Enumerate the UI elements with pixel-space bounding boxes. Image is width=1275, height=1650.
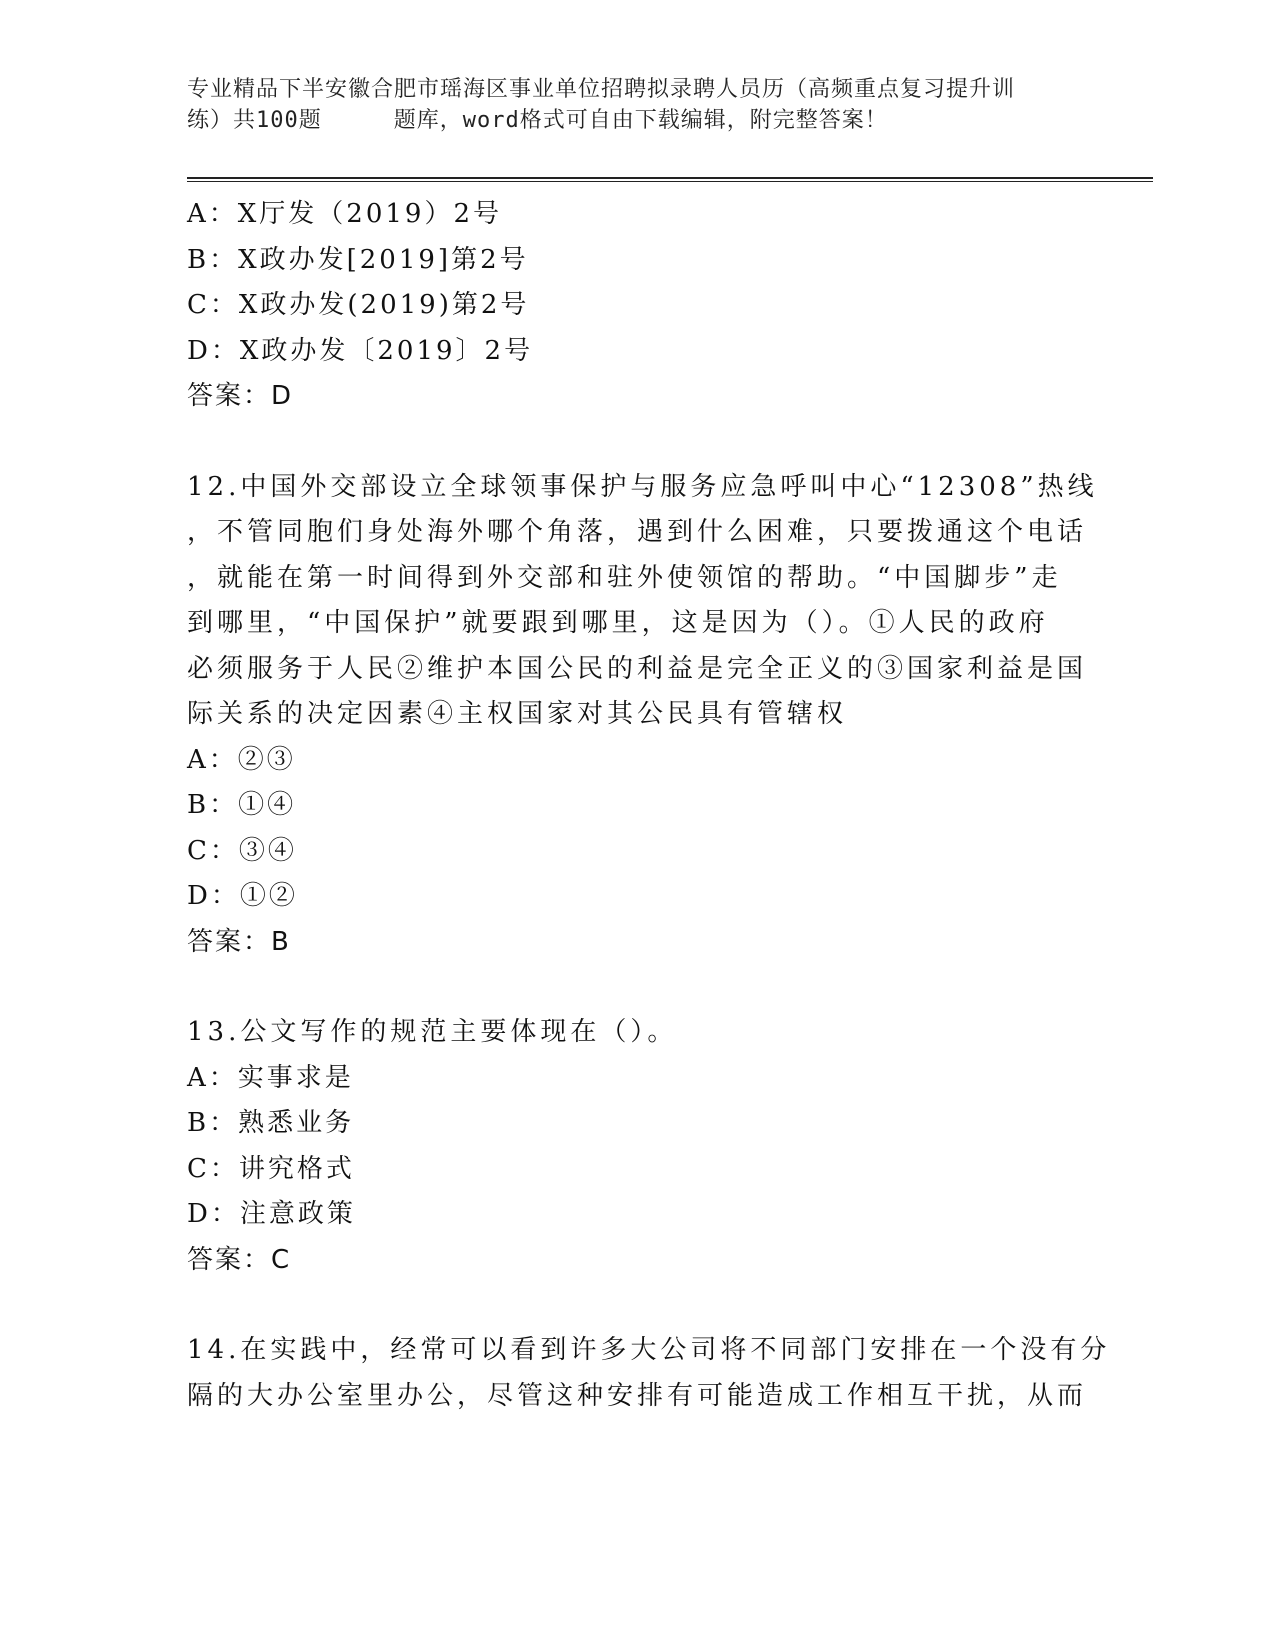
q12-answer: 答案：B [187, 926, 291, 957]
q13-answer: 答案：C [187, 1244, 292, 1275]
question-content [187, 192, 1111, 1419]
question-11 [187, 192, 1087, 420]
q14-line: 隔的大办公室里办公，尽管这种安排有可能造成工作相互干扰，从而 [187, 1380, 1088, 1411]
q12-stem [187, 465, 1098, 738]
q11-option-d: D：X政办发〔2019〕2号 [187, 335, 534, 366]
q13-option-d: D：注意政策 [187, 1199, 356, 1229]
q12-option-b: B：①④ [187, 790, 297, 820]
header-line-2a: 练）共100题 [187, 108, 322, 133]
q12-option-c: C：③④ [187, 835, 297, 866]
q13-option-c: C：讲究格式 [187, 1153, 355, 1184]
q13-option-b: B：熟悉业务 [187, 1108, 355, 1138]
q14-stem [187, 1328, 1111, 1419]
q12-line: 12.中国外交部设立全球领事保护与服务应急呼叫中心“12308”热线 [187, 471, 1098, 502]
q13-option-a: A：实事求是 [187, 1062, 354, 1093]
question-12 [187, 465, 1098, 966]
q11-option-b: B：X政办发[2019]第2号 [187, 244, 529, 275]
q12-line: ，不管同胞们身处海外哪个角落，遇到什么困难，只要拨通这个电话 [187, 517, 1088, 547]
header-rule-thick [187, 177, 1153, 179]
header-line-1: 专业精品下半安徽合肥市瑶海区事业单位招聘拟录聘人员历（高频重点复习提升训 [187, 77, 1016, 102]
q11-answer: 答案：D [187, 381, 294, 411]
q12-option-a: A：②③ [187, 744, 296, 775]
header-line-2b: 题库，word格式可自由下载编辑，附完整答案！ [393, 108, 888, 133]
question-14 [187, 1328, 1111, 1419]
q13-stem [187, 1010, 1087, 1056]
q12-line: 际关系的决定因素④主权国家对其公民具有管辖权 [187, 699, 848, 729]
header-line-2 [187, 105, 1087, 136]
header-rule-thin [187, 181, 1153, 182]
q12-option-d: D：①② [187, 881, 298, 911]
page-header [187, 74, 1087, 136]
q14-line: 14.在实践中，经常可以看到许多大公司将不同部门安排在一个没有分 [187, 1335, 1111, 1365]
question-13 [187, 1010, 1087, 1283]
q12-line: 到哪里，“中国保护”就要跟到哪里，这是因为（）。①人民的政府 [187, 608, 1049, 638]
q11-option-a: A：X厅发（2019）2号 [187, 199, 502, 229]
q13-line: 13.公文写作的规范主要体现在（）。 [187, 1017, 678, 1047]
q11-option-c: C：X政办发(2019)第2号 [187, 290, 530, 320]
q12-line: 必须服务于人民②维护本国公民的利益是完全正义的③国家利益是国 [187, 653, 1088, 684]
q12-line: ，就能在第一时间得到外交部和驻外使领馆的帮助。“中国脚步”走 [187, 562, 1062, 593]
